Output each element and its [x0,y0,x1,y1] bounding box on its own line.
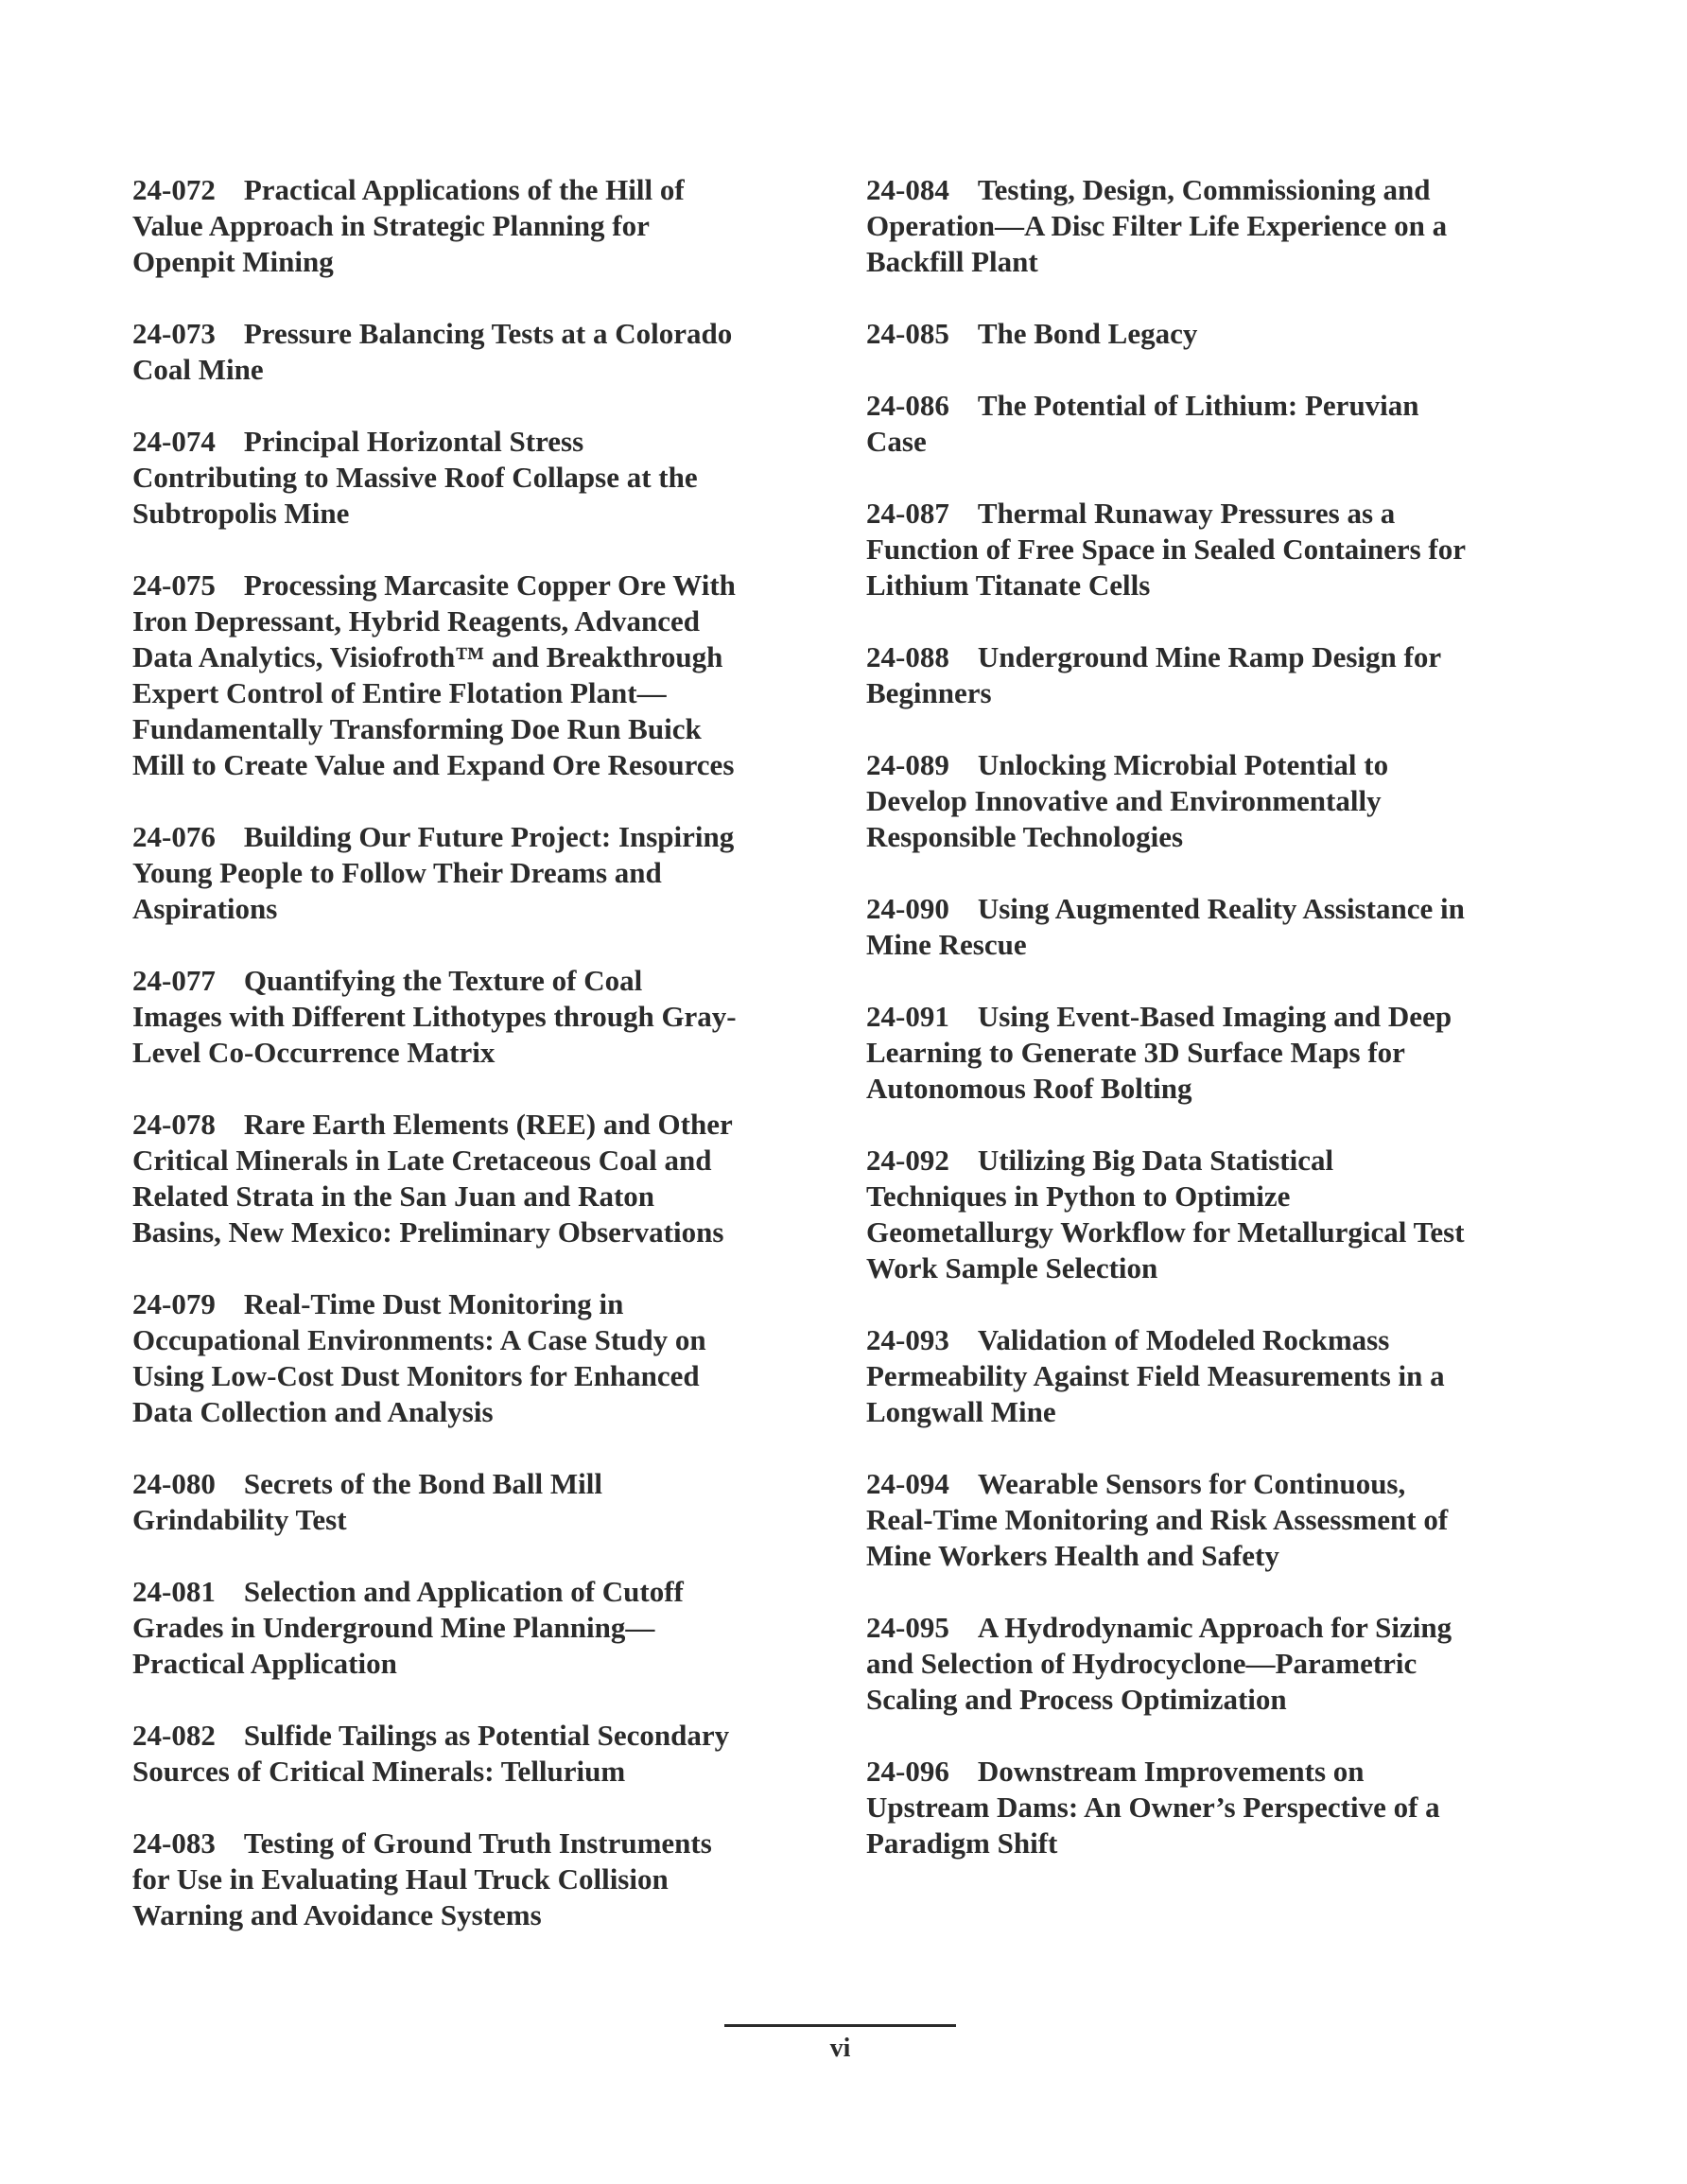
paper-title: Testing of Ground Truth Instruments for Use in Evaluating Haul Truck Collision Warning and Avoidance Systems [132,1826,712,1931]
paper-title: Underground Mine Ramp Design for Beginners [866,640,1441,709]
paper-code: 24-088 [866,640,949,673]
paper-entry [866,999,1471,1107]
paper-code: 24-093 [866,1323,949,1356]
paper-code: 24-086 [866,389,949,422]
paper-entry [132,963,738,1071]
paper-title: Sulfide Tailings as Potential Secondary Sources of Critical Minerals: Tellurium [132,1719,730,1788]
paper-code: 24-094 [866,1467,949,1500]
paper-entry [866,1610,1471,1718]
paper-title: Validation of Modeled Rockmass Permeability Against Field Measurements in a Longwall Mine [866,1323,1445,1428]
paper-entry [866,747,1471,855]
paper-code: 24-089 [866,748,949,781]
paper-entry [866,1466,1471,1574]
paper-code: 24-087 [866,497,949,530]
paper-entry [866,639,1471,711]
paper-code: 24-077 [132,964,216,997]
paper-entry [866,172,1471,280]
paper-code: 24-091 [866,1000,949,1033]
paper-code: 24-081 [132,1575,216,1608]
paper-entry [866,1322,1471,1430]
paper-title: Real-Time Dust Monitoring in Occupational Environments: A Case Study on Using Low-Cost Dust Monitors for Enhanced Data Collection and Analysis [132,1287,706,1428]
paper-code: 24-073 [132,317,216,350]
paper-title: The Bond Legacy [977,317,1198,350]
footer-rule [724,2024,956,2027]
paper-title: Quantifying the Texture of Coal Images with Different Lithotypes through Gray-Level Co-Occurrence Matrix [132,964,737,1069]
paper-title: A Hydrodynamic Approach for Sizing and Selection of Hydrocyclone—Parametric Scaling and Process Optimization [866,1611,1452,1716]
paper-title: Wearable Sensors for Continuous, Real-Time Monitoring and Risk Assessment of Mine Workers Health and Safety [866,1467,1449,1572]
paper-entry [132,1718,738,1790]
paper-entry [132,316,738,388]
paper-title: Processing Marcasite Copper Ore With Iron Depressant, Hybrid Reagents, Advanced Data Analytics, Visiofroth™ and Breakthrough Expert Control of Entire Flotation Plant—Fundamentally Transforming Doe Run Buick Mill to Create Value and Expand Ore Resources [132,568,736,781]
paper-entry [866,316,1471,352]
paper-code: 24-092 [866,1144,949,1177]
paper-entry [132,1107,738,1250]
page-number: vi [829,2034,851,2063]
paper-title: Downstream Improvements on Upstream Dams: An Owner’s Perspective of a Paradigm Shift [866,1755,1440,1860]
paper-title: Practical Applications of the Hill of Value Approach in Strategic Planning for Openpit Mining [132,173,685,278]
paper-entry [132,819,738,927]
paper-entry [132,1826,738,1933]
paper-entry [132,568,738,783]
paper-code: 24-074 [132,425,216,458]
paper-entry [866,1754,1471,1861]
left-column [132,172,738,1969]
paper-entry [132,1286,738,1430]
paper-title: Thermal Runaway Pressures as a Function of Free Space in Sealed Containers for Lithium Titanate Cells [866,497,1466,602]
paper-entry [132,172,738,280]
paper-title: Selection and Application of Cutoff Grades in Underground Mine Planning—Practical Application [132,1575,684,1680]
right-column [866,172,1471,1897]
paper-code: 24-075 [132,568,216,602]
paper-code: 24-084 [866,173,949,206]
paper-code: 24-079 [132,1287,216,1320]
paper-entry [132,1574,738,1682]
paper-title: Utilizing Big Data Statistical Techniques in Python to Optimize Geometallurgy Workflow for Metallurgical Test Work Sample Selection [866,1144,1465,1284]
paper-title: Using Event-Based Imaging and Deep Learning to Generate 3D Surface Maps for Autonomous Roof Bolting [866,1000,1452,1105]
paper-entry [866,496,1471,603]
paper-code: 24-080 [132,1467,216,1500]
paper-title: The Potential of Lithium: Peruvian Case [866,389,1419,458]
paper-code: 24-082 [132,1719,216,1752]
paper-entry [866,1143,1471,1286]
paper-entry [866,891,1471,963]
paper-code: 24-083 [132,1826,216,1860]
paper-code: 24-090 [866,892,949,925]
paper-title: Secrets of the Bond Ball Mill Grindability Test [132,1467,602,1536]
paper-entry [866,388,1471,460]
paper-code: 24-078 [132,1108,216,1141]
paper-code: 24-085 [866,317,949,350]
paper-title: Pressure Balancing Tests at a Colorado Coal Mine [132,317,733,386]
paper-code: 24-095 [866,1611,949,1644]
paper-title: Unlocking Microbial Potential to Develop Innovative and Environmentally Responsible Technologies [866,748,1389,853]
paper-title: Rare Earth Elements (REE) and Other Critical Minerals in Late Cretaceous Coal and Related Strata in the San Juan and Raton Basins, New Mexico: Preliminary Observations [132,1108,733,1249]
paper-title: Using Augmented Reality Assistance in Mine Rescue [866,892,1465,961]
paper-entry [132,424,738,532]
paper-code: 24-096 [866,1755,949,1788]
paper-title: Principal Horizontal Stress Contributing to Massive Roof Collapse at the Subtropolis Mine [132,425,698,530]
paper-title: Building Our Future Project: Inspiring Young People to Follow Their Dreams and Aspirations [132,820,735,925]
paper-code: 24-072 [132,173,216,206]
paper-entry [132,1466,738,1538]
paper-code: 24-076 [132,820,216,853]
paper-title: Testing, Design, Commissioning and Operation—A Disc Filter Life Experience on a Backfill Plant [866,173,1448,278]
